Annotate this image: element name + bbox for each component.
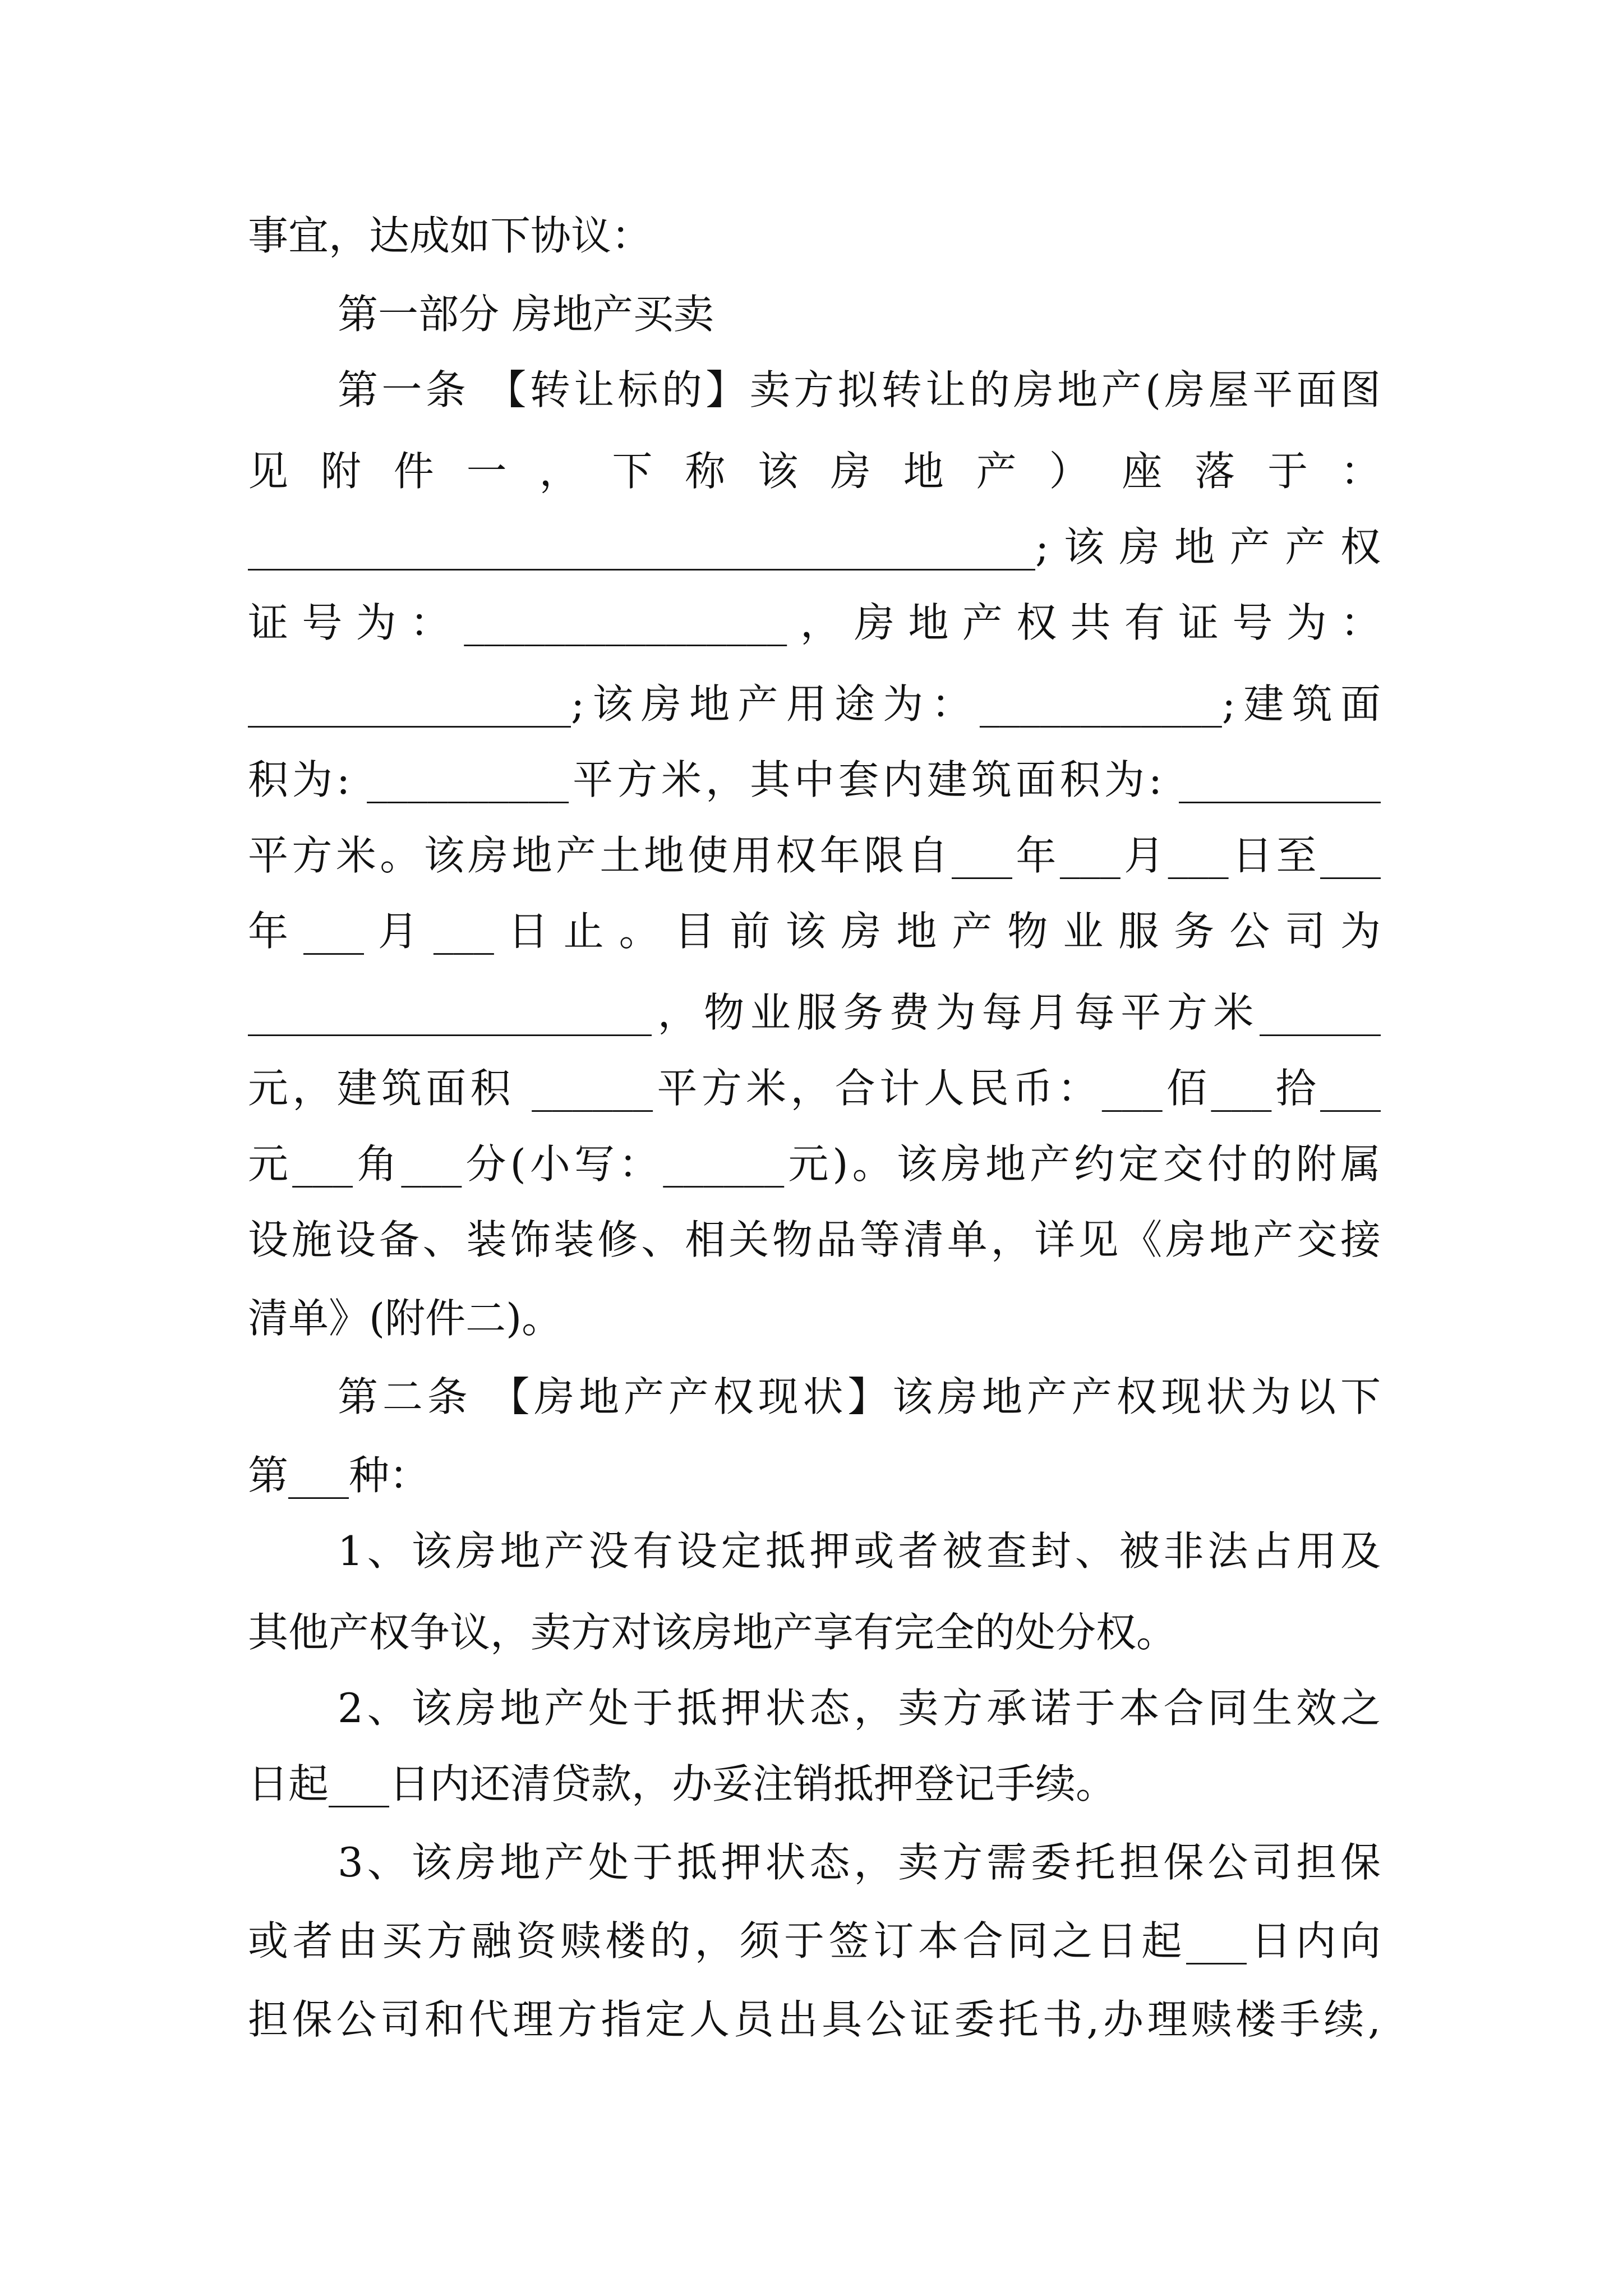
article-1-line: 积为: __________平方米，其中套内建筑面积为: __________ [248,756,1381,803]
list-item-3-line: 或者由买方融资赎楼的，须于签订本合同之日起___日内向 [248,1917,1381,1964]
article-1-line: ________________;该房地产用途为：____________;建筑面 [248,680,1381,728]
article-1-line: 证 号 为 ： ________________ ， 房 地 产 权 共 有 证 号 为 ： [248,599,1381,646]
article-1-line: 年 ___ 月 ___ 日 止 。 目 前 该 房 地 产 物 业 服 务 公 司 为 [248,908,1381,955]
article-1-line: 第一条 【转让标的】卖方拟转让的房地产(房屋平面图 [338,366,1381,413]
list-item-3-line: 担保公司和代理方指定人员出具公证委托书,办理赎楼手续, [248,1996,1381,2043]
list-item-1-line: 其他产权争议，卖方对该房地产享有完全的处分权。 [248,1609,1177,1656]
article-1-line: 设施设备、装饰装修、相关物品等清单，详见《房地产交接 [248,1216,1381,1263]
section-heading: 第一部分 房地产买卖 [338,291,714,338]
list-item-2-line: 日起___日内还清贷款，办妥注销抵押登记手续。 [248,1760,1117,1807]
article-1-line: 见 附 件 一 ， 下 称 该 房 地 产 ） 座 落 于 ： [248,448,1381,495]
list-item-2-line: 2、该房地产处于抵押状态，卖方承诺于本合同生效之 [338,1685,1381,1732]
article-2-line: 第___种： [248,1452,430,1499]
article-1-line: 元___角___分(小写：______元)。该房地产约定交付的附属 [248,1140,1381,1188]
article-1-line: ____________________，物业服务费为每月每平方米______ [248,989,1381,1036]
article-2-line: 第二条 【房地产产权现状】该房地产产权现状为以下 [338,1373,1381,1420]
article-1-line: _______________________________________;该房地产产权 [248,523,1381,570]
article-1-line: 清单》(附件二)。 [248,1295,562,1342]
text-line: 事宜，达成如下协议： [248,212,652,259]
list-item-3-line: 3、该房地产处于抵押状态，卖方需委托担保公司担保 [338,1839,1381,1886]
list-item-1-line: 1、该房地产没有设定抵押或者被查封、被非法占用及 [338,1527,1381,1575]
article-1-line: 平方米。该房地产土地使用权年限自___年___月___日至___ [248,832,1381,879]
article-1-line: 元，建筑面积 ______平方米，合计人民币：___佰___拾___ [248,1065,1381,1112]
